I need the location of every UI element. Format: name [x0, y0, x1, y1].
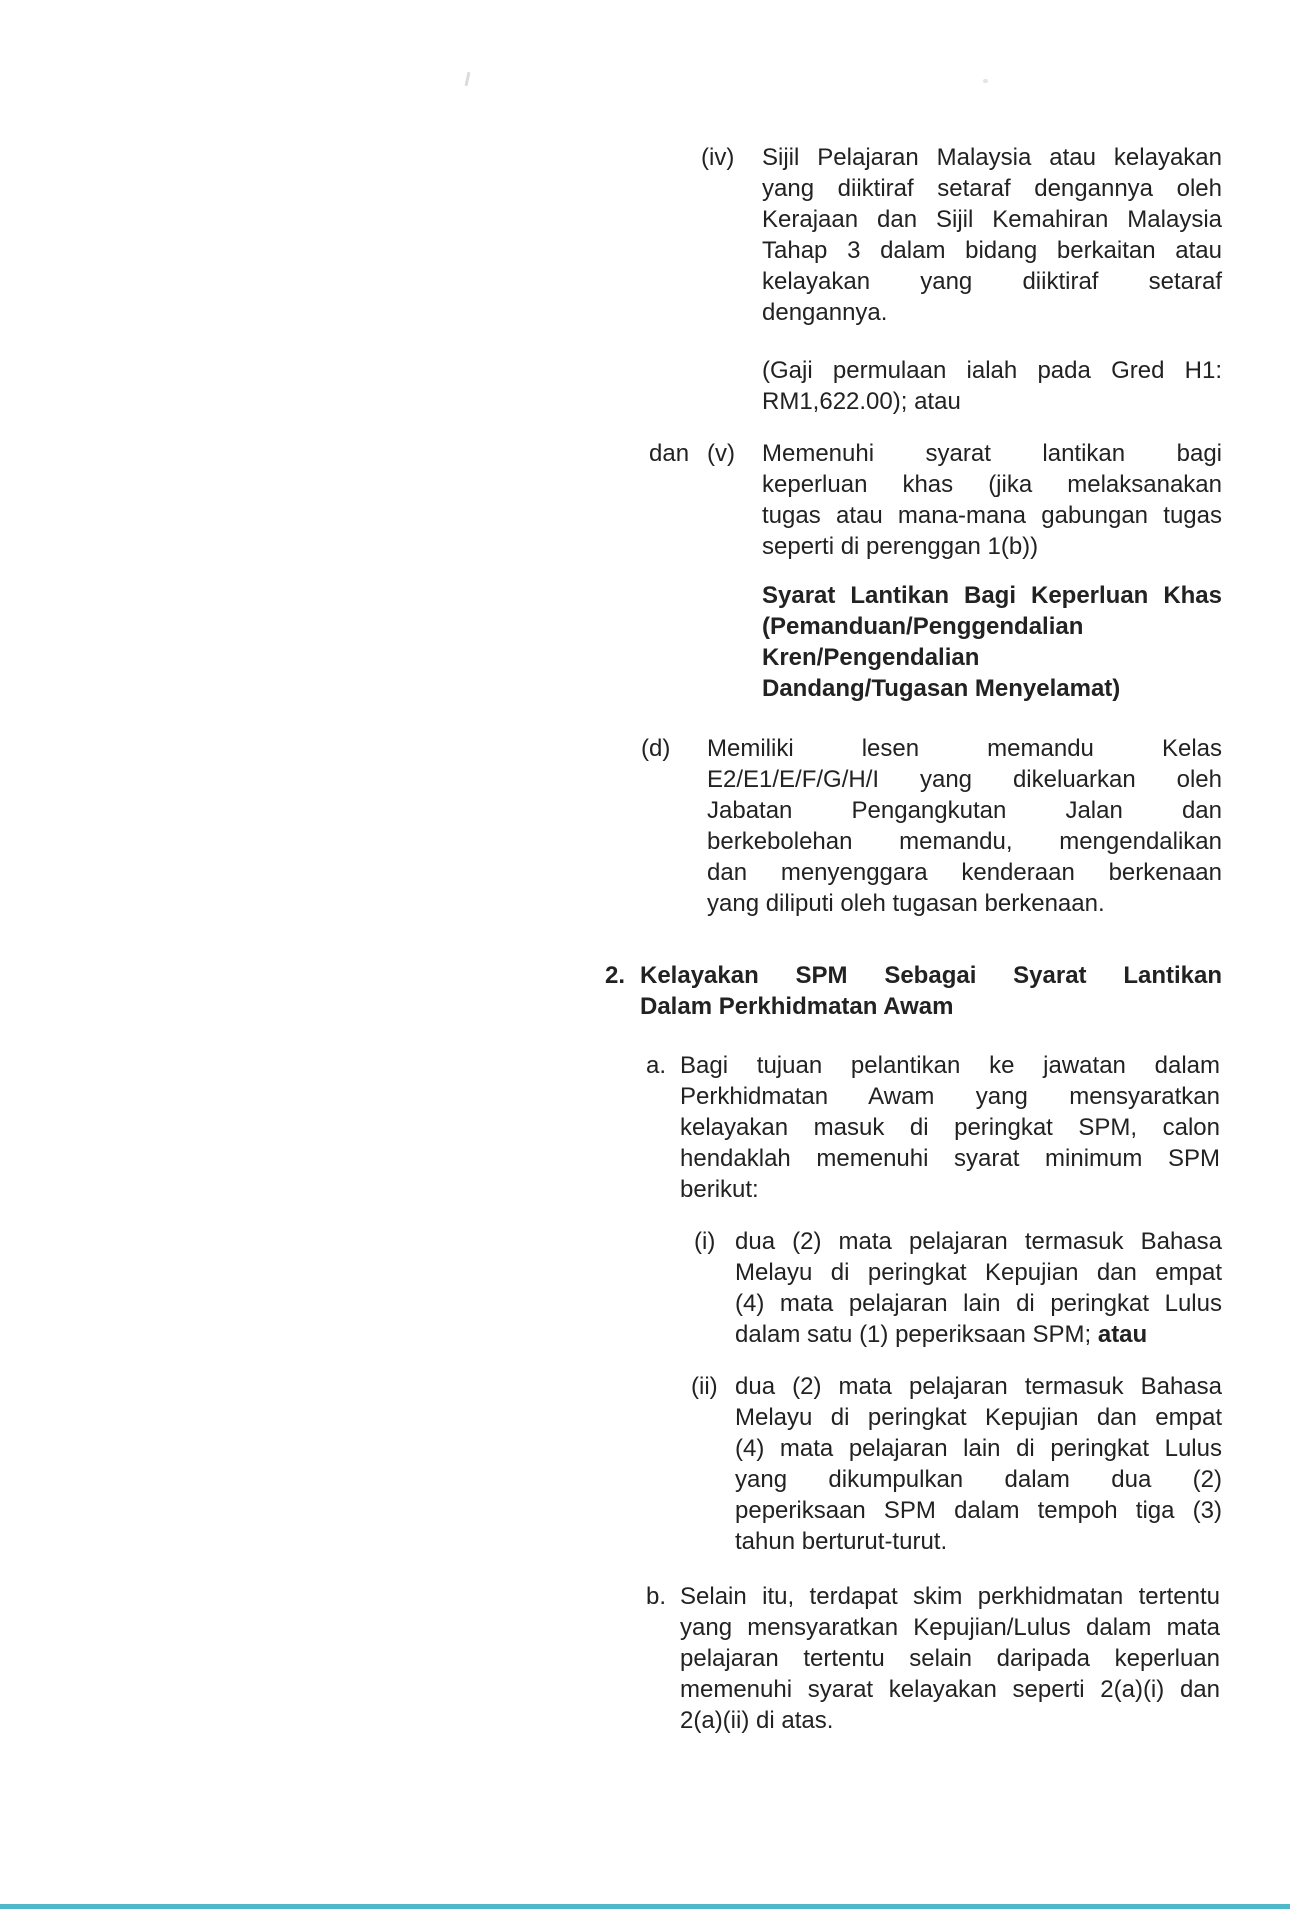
scan-artifact — [983, 79, 988, 83]
text-line: berkebolehan memandu, mengendalikan — [707, 828, 1222, 855]
text-line: E2/E1/E/F/G/H/I yang dikeluarkan oleh — [707, 766, 1222, 793]
text-line: Kren/Pengendalian — [762, 644, 980, 671]
text-line: Melayu di peringkat Kepujian dan empat — [735, 1404, 1222, 1431]
text-line: yang diliputi oleh tugasan berkenaan. — [707, 890, 1105, 917]
text-line: Syarat Lantikan Bagi Keperluan Khas — [762, 582, 1222, 609]
text-line: dengannya. — [762, 299, 888, 326]
text-line: dan menyenggara kenderaan berkenaan — [707, 859, 1222, 886]
text-line: hendaklah memenuhi syarat minimum SPM — [680, 1145, 1220, 1172]
text-line: memenuhi syarat kelayakan seperti 2(a)(i) dan — [680, 1676, 1220, 1703]
list-item-iv-text — [762, 142, 1222, 328]
text-line: dua (2) mata pelajaran termasuk Bahasa — [735, 1228, 1222, 1255]
text-line: keperluan khas (jika melaksanakan — [762, 471, 1222, 498]
text-line: Memiliki lesen memandu Kelas — [707, 735, 1222, 762]
list-item-v-prefix: dan — [649, 440, 690, 467]
text-line: (Gaji permulaan ialah pada Gred H1: — [762, 357, 1222, 384]
text-line: Jabatan Pengangkutan Jalan dan — [707, 797, 1222, 824]
list-marker-v: (v) — [707, 440, 735, 467]
salary-note-text — [762, 355, 1222, 417]
text-line: dalam satu (1) peperiksaan SPM; atau — [735, 1321, 1148, 1348]
list-item-b-text — [680, 1581, 1220, 1736]
text-line: yang mensyaratkan Kepujian/Lulus dalam mata — [680, 1614, 1220, 1641]
list-marker-d: (d) — [641, 735, 671, 762]
text-line: tugas atau mana-mana gabungan tugas — [762, 502, 1222, 529]
list-marker-ii: (ii) — [691, 1373, 718, 1400]
text-line: Dandang/Tugasan Menyelamat) — [762, 675, 1121, 702]
text-line: Bagi tujuan pelantikan ke jawatan dalam — [680, 1052, 1220, 1079]
text-line: Dalam Perkhidmatan Awam — [640, 993, 954, 1020]
text-line: berikut: — [680, 1176, 759, 1203]
text-line: (4) mata pelajaran lain di peringkat Lulus — [735, 1290, 1222, 1317]
section-2-heading-text — [640, 960, 1222, 1022]
list-item-ii-text — [735, 1371, 1222, 1557]
text-line: tahun berturut-turut. — [735, 1528, 948, 1555]
text-line: peperiksaan SPM dalam tempoh tiga (3) — [735, 1497, 1222, 1524]
text-line: Memenuhi syarat lantikan bagi — [762, 440, 1222, 467]
text-line: 2(a)(ii) di atas. — [680, 1707, 834, 1734]
text-line: Selain itu, terdapat skim perkhidmatan tertentu — [680, 1583, 1220, 1610]
text-line: (4) mata pelajaran lain di peringkat Lulus — [735, 1435, 1222, 1462]
list-marker-b: b. — [646, 1583, 667, 1610]
text-line: Sijil Pelajaran Malaysia atau kelayakan — [762, 144, 1222, 171]
text-line: Kerajaan dan Sijil Kemahiran Malaysia — [762, 206, 1222, 233]
list-marker-i: (i) — [694, 1228, 716, 1255]
text-line: yang diiktiraf setaraf dengannya oleh — [762, 175, 1222, 202]
scan-artifact — [465, 72, 471, 86]
text-line: Kelayakan SPM Sebagai Syarat Lantikan — [640, 962, 1222, 989]
bottom-accent-line — [0, 1904, 1290, 1909]
text-line: Tahap 3 dalam bidang berkaitan atau — [762, 237, 1222, 264]
text-line: RM1,622.00); atau — [762, 388, 961, 415]
text-line: dua (2) mata pelajaran termasuk Bahasa — [735, 1373, 1222, 1400]
text-line: Melayu di peringkat Kepujian dan empat — [735, 1259, 1222, 1286]
text-line: Perkhidmatan Awam yang mensyaratkan — [680, 1083, 1220, 1110]
special-requirement-heading-text — [762, 580, 1222, 704]
list-item-d-text — [707, 733, 1222, 919]
text-line: seperti di perenggan 1(b)) — [762, 533, 1039, 560]
list-marker-a: a. — [646, 1052, 667, 1079]
list-item-v-text — [762, 438, 1222, 562]
section-2-number: 2. — [605, 962, 626, 989]
text-line: kelayakan masuk di peringkat SPM, calon — [680, 1114, 1220, 1141]
text-line: (Pemanduan/Penggendalian — [762, 613, 1084, 640]
list-item-i-text — [735, 1226, 1222, 1350]
text-line: yang dikumpulkan dalam dua (2) — [735, 1466, 1222, 1493]
text-line: kelayakan yang diiktiraf setaraf — [762, 268, 1222, 295]
list-marker-iv: (iv) — [701, 144, 735, 171]
list-item-a-text — [680, 1050, 1220, 1205]
text-line: pelajaran tertentu selain daripada keperluan — [680, 1645, 1220, 1672]
